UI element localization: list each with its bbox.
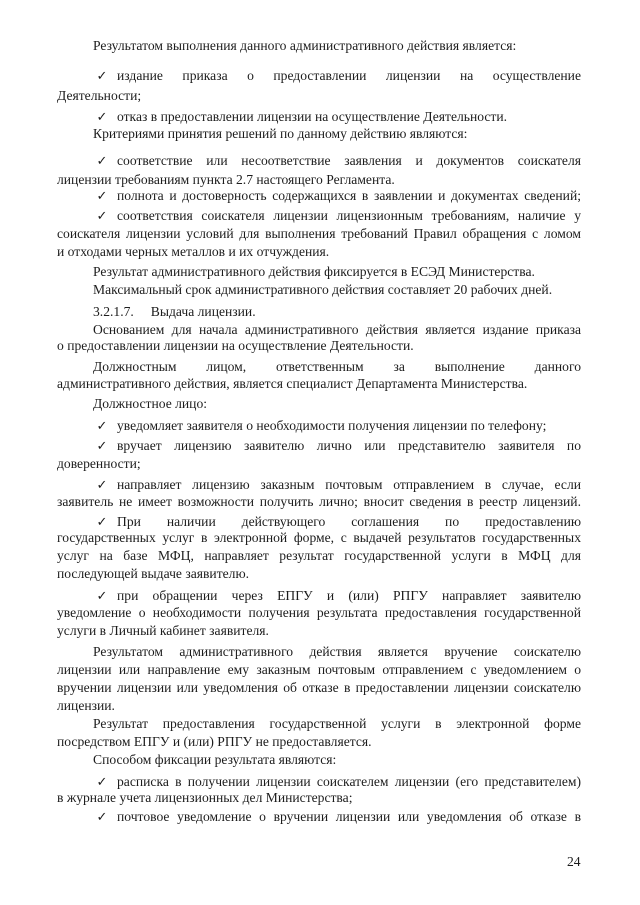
line-text: услуг на базе МФЦ, направляет результат государственной услуги в МФЦ для bbox=[57, 548, 581, 563]
section-heading bbox=[0, 302, 640, 322]
line-text: Должностное лицо: bbox=[93, 396, 208, 411]
text-line bbox=[0, 714, 640, 734]
list-item bbox=[0, 151, 640, 171]
line-text: услуги в Личный кабинет заявителя. bbox=[57, 623, 269, 638]
list-item bbox=[0, 436, 640, 456]
line-text: почтовое уведомление о вручении лицензии или уведомления об отказе в bbox=[117, 809, 581, 824]
text-line bbox=[0, 564, 640, 584]
text-line bbox=[0, 394, 640, 414]
line-text: и отходами черных металлов и их отчуждения. bbox=[57, 244, 330, 259]
line-text: Результат административного действия фиксируется в ЕСЭД Министерства. bbox=[93, 264, 535, 279]
text-line bbox=[0, 374, 640, 394]
line-text: лицензии. bbox=[57, 698, 115, 713]
line-text: Результатом административного действия является вручение соискателю bbox=[93, 644, 581, 659]
line-text: Способом фиксации результата являются: bbox=[93, 752, 337, 767]
line-text: в журнале учета лицензионных дел Министерства; bbox=[57, 790, 353, 805]
line-text: последующей выдаче заявителю. bbox=[57, 566, 250, 581]
text-line bbox=[0, 492, 640, 512]
line-text: Максимальный срок административного действия составляет 20 рабочих дней. bbox=[93, 282, 553, 297]
line-text: лицензии или направление ему заказным почтовым отправлением с уведомлением о bbox=[57, 662, 581, 677]
line-text: Основанием для начала административного действия является издание приказа bbox=[93, 322, 581, 337]
text-line bbox=[0, 454, 640, 474]
line-text: заявитель не имеет возможности получить лично; вносит сведения в реестр лицензий. bbox=[57, 494, 581, 509]
line-text: издание приказа о предоставлении лицензии на осуществление bbox=[117, 68, 581, 83]
text-line bbox=[0, 336, 640, 356]
line-text: соискателя лицензии условий для выполнения требований Правил обращения с ломом bbox=[57, 226, 581, 241]
list-item bbox=[0, 66, 640, 86]
line-text: лицензии требованиям пункта 2.7 настоящего Регламента. bbox=[57, 172, 395, 187]
page-number: 24 bbox=[567, 854, 581, 869]
text-line bbox=[0, 621, 640, 641]
checkmark-icon: ✓ bbox=[96, 809, 108, 824]
checkmark-icon: ✓ bbox=[96, 153, 108, 168]
list-item bbox=[0, 186, 640, 206]
text-line bbox=[0, 750, 640, 770]
text-line bbox=[0, 124, 640, 144]
text-line bbox=[0, 642, 640, 662]
text-line bbox=[0, 732, 640, 752]
text-line bbox=[0, 242, 640, 262]
checkmark-icon: ✓ bbox=[96, 68, 108, 83]
text-line bbox=[0, 603, 640, 623]
line-text: направляет лицензию заказным почтовым отправлением в случае, если bbox=[117, 477, 581, 492]
checkmark-icon: ✓ bbox=[96, 588, 108, 603]
text-line bbox=[0, 86, 640, 106]
line-text: уведомление о необходимости получения результата предоставления государственной bbox=[57, 605, 581, 620]
text-line bbox=[0, 528, 640, 548]
checkmark-icon: ✓ bbox=[96, 418, 108, 433]
line-text: Должностным лицом, ответственным за выполнение данного bbox=[93, 359, 581, 374]
checkmark-icon: ✓ bbox=[96, 438, 108, 453]
line-text: уведомляет заявителя о необходимости получения лицензии по телефону; bbox=[117, 418, 547, 433]
text-line bbox=[0, 280, 640, 300]
line-text: отказ в предоставлении лицензии на осуществление Деятельности. bbox=[117, 109, 508, 124]
checkmark-icon: ✓ bbox=[96, 208, 108, 223]
text-line bbox=[0, 696, 640, 716]
list-item bbox=[0, 416, 640, 436]
list-item bbox=[0, 807, 640, 827]
checkmark-icon: ✓ bbox=[96, 109, 108, 124]
line-text: полнота и достоверность содержащихся в заявлении и документах сведений; bbox=[117, 188, 581, 203]
text-line bbox=[0, 546, 640, 566]
line-text: соответствия соискателя лицензии лицензионным требованиям, наличие у bbox=[117, 208, 581, 223]
line-text: о предоставлении лицензии на осуществление Деятельности. bbox=[57, 338, 414, 353]
line-text: доверенности; bbox=[57, 456, 141, 471]
line-text: Результат предоставления государственной услуги в электронной форме bbox=[93, 716, 581, 731]
text-line bbox=[0, 262, 640, 282]
list-item bbox=[0, 206, 640, 226]
text-line bbox=[0, 36, 640, 56]
line-text: При наличии действующего соглашения по предоставлению bbox=[117, 514, 581, 529]
line-text: государственных услуг в электронной форме, с выдачей результатов государственных bbox=[57, 530, 581, 545]
line-text: посредством ЕПГУ и (или) РПГУ не предоставляется. bbox=[57, 734, 372, 749]
line-text: соответствие или несоответствие заявления и документов соискателя bbox=[117, 153, 581, 168]
text-line bbox=[0, 788, 640, 808]
line-text: Деятельности; bbox=[57, 88, 142, 103]
line-text: при обращении через ЕПГУ и (или) РПГУ направляет заявителю bbox=[117, 588, 581, 603]
line-text: вручает лицензию заявителю лично или представителю заявителя по bbox=[117, 438, 581, 453]
checkmark-icon: ✓ bbox=[96, 188, 108, 203]
line-text: Результатом выполнения данного административного действия является: bbox=[93, 38, 517, 53]
text-line bbox=[0, 224, 640, 244]
checkmark-icon: ✓ bbox=[96, 514, 108, 529]
line-text: Критериями принятия решений по данному действию являются: bbox=[93, 126, 468, 141]
line-text: 3.2.1.7. Выдача лицензии. bbox=[93, 304, 256, 319]
text-line bbox=[0, 660, 640, 680]
checkmark-icon: ✓ bbox=[96, 774, 108, 789]
checkmark-icon: ✓ bbox=[96, 477, 108, 492]
text-line bbox=[0, 678, 640, 698]
line-text: административного действия, является специалист Департамента Министерства. bbox=[57, 376, 528, 391]
line-text: вручении лицензии или уведомления об отказе в предоставлении лицензии соискателю bbox=[57, 680, 581, 695]
line-text: расписка в получении лицензии соискателем лицензии (его представителем) bbox=[117, 774, 581, 789]
